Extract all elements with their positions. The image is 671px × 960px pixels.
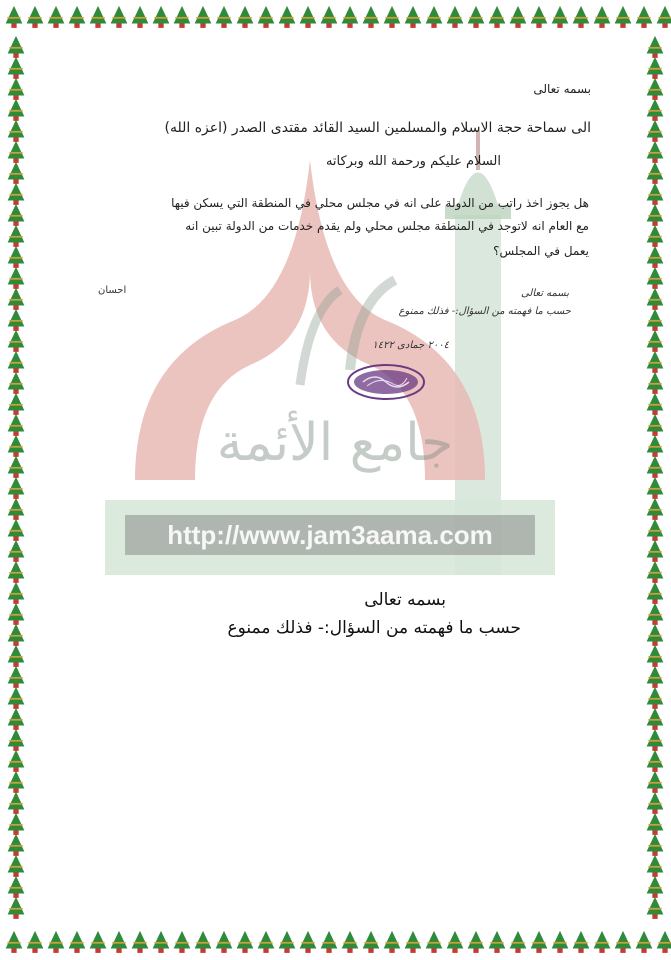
office-seal: [345, 362, 427, 402]
watermark-url: http://www.jam3aama.com: [167, 520, 493, 550]
question-line-2: مع العام انه لاتوجد في المنطقة مجلس محلي ولم يقدم خدمات من الدولة تبين انه: [185, 219, 589, 233]
handwritten-answer: حسب ما فهمته من السؤال:- فذلك ممنوع: [398, 306, 571, 317]
question-line-1: هل يجوز اخذ راتب من الدولة على انه في مجلس محلي في المنطقة التي يسكن فيها: [171, 196, 589, 210]
handwritten-heading: بسمه تعالى: [520, 288, 569, 299]
watermark-calligraphy: جامع الأئمة: [216, 413, 454, 473]
letter-greeting: السلام عليكم ورحمة الله وبركاته: [325, 154, 501, 169]
question-line-3: يعمل في المجلس؟: [493, 244, 589, 258]
border-left: [0, 0, 32, 960]
letter-addressee: الى سماحة حجة الاسلام والمسلمين السيد القائد مقتدى الصدر (اعزه الله): [164, 120, 591, 136]
letter-heading: بسمه تعالى: [533, 82, 591, 96]
letter-sender: احسان: [98, 285, 127, 296]
answer-heading: بسمه تعالى: [364, 590, 446, 610]
border-top: [0, 0, 671, 32]
border-right: [639, 0, 671, 960]
border-bottom: [0, 928, 671, 960]
watermark-logo: [95, 120, 565, 580]
handwritten-date: ٢٠٠٤ جمادى ١٤٢٢: [372, 340, 449, 351]
answer-text: حسب ما فهمته من السؤال:- فذلك ممنوع: [227, 618, 521, 638]
